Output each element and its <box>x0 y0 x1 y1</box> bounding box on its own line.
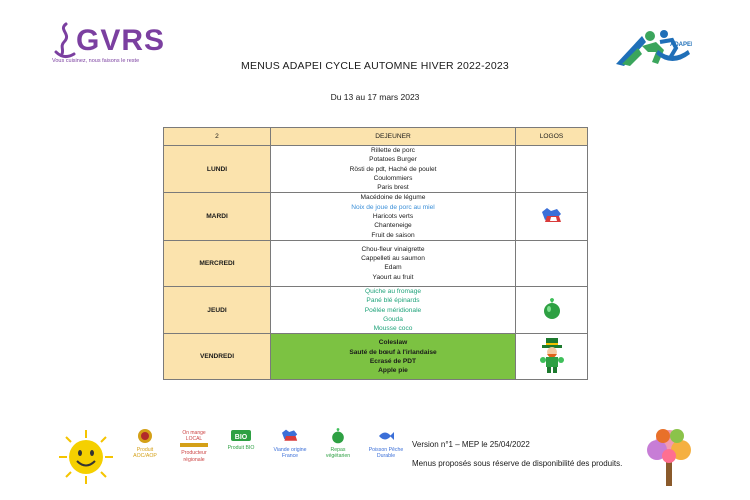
date-range: Du 13 au 17 mars 2023 <box>330 92 420 102</box>
dish: Poêlée méridionale <box>364 306 422 314</box>
table-header-row <box>164 128 588 146</box>
viande-origine-france-icon <box>539 206 565 226</box>
table-row <box>164 193 588 240</box>
dish: Fruit de saison <box>371 231 415 239</box>
bio-leaf-icon <box>230 428 252 442</box>
table-row <box>164 240 588 286</box>
legend-aoc <box>128 428 162 460</box>
partner-logo-text: ADAPEI <box>670 42 692 48</box>
logo-cell <box>516 193 588 240</box>
brand-name: GVRS <box>76 24 166 57</box>
version-text: Version n°1 – MEP le 25/04/2022 <box>412 440 530 449</box>
bio-badge-text: BIO <box>234 434 248 441</box>
local-badge: On mange LOCAL <box>182 430 206 442</box>
dish: Sauté de bœuf à l'irlandaise <box>349 348 437 356</box>
dish: Ecrasé de PDT <box>369 357 417 365</box>
logo-cell <box>516 334 588 380</box>
sun-icon <box>55 428 117 486</box>
aoc-seal-icon <box>137 428 153 444</box>
logo-cell <box>516 146 588 193</box>
legend-label: Producteur régionale <box>181 450 207 463</box>
dish: Coulommiers <box>373 174 413 182</box>
repas-vegetarien-icon <box>542 298 562 320</box>
dish: Quiche au fromage <box>364 287 422 295</box>
dishes-vendredi <box>271 334 516 380</box>
leprechaun-icon <box>537 336 567 376</box>
day-lundi: LUNDI <box>164 146 271 193</box>
dish: Chanteneige <box>374 222 412 230</box>
legend-vegetarien <box>320 428 356 460</box>
viande-origine-france-icon <box>279 428 301 444</box>
legend-label: Produit AOC/AOP <box>133 446 157 459</box>
repas-vegetarien-icon <box>330 428 346 444</box>
header-week: 2 <box>164 128 271 146</box>
logo-cell <box>516 286 588 333</box>
dishes-jeudi <box>271 286 516 333</box>
autumn-tree-icon <box>643 426 695 488</box>
legend-label: Poisson Pêche Durable <box>368 446 404 459</box>
logo-cell <box>516 240 588 286</box>
legend-viande <box>272 428 308 460</box>
dish: Gouda <box>383 315 403 323</box>
legend-poisson <box>366 428 406 460</box>
legend-label: Produit BIO <box>227 444 255 451</box>
day-jeudi: JEUDI <box>164 286 271 333</box>
availability-notice: Menus proposés sous réserve de disponibilité des produits. <box>412 459 623 468</box>
local-badge-bar <box>180 443 208 447</box>
page-title: MENUS ADAPEI CYCLE AUTOMNE HIVER 2022-2023 <box>241 60 509 72</box>
legend-label: Repas végétarien <box>325 446 351 459</box>
dish: Yaourt au fruit <box>372 273 414 281</box>
dish: Edam <box>384 264 402 272</box>
day-mardi: MARDI <box>164 193 271 240</box>
day-vendredi: VENDREDI <box>164 334 271 380</box>
dish: Apple pie <box>378 367 408 375</box>
legend-label: Viande origine France <box>273 446 307 459</box>
dishes-mercredi <box>271 240 516 286</box>
dish: Potatoes Burger <box>369 156 417 164</box>
table-row <box>164 146 588 193</box>
dish: Mousse coco <box>373 325 413 333</box>
dish: Coleslaw <box>378 339 408 347</box>
header-dejeuner: DEJEUNER <box>271 128 516 146</box>
fish-icon <box>377 428 395 444</box>
dish: Rillette de porc <box>371 147 415 154</box>
header-logos: LOGOS <box>516 128 588 146</box>
day-mercredi: MERCREDI <box>164 240 271 286</box>
dish: Rösti de pdt, Haché de poulet <box>349 165 437 173</box>
brand-tagline: Vous cuisinez, nous faisons le reste <box>52 58 140 64</box>
legend-bio <box>224 428 258 451</box>
steam-swirl-icon <box>54 22 76 60</box>
dish: Chou-fleur vinaigrette <box>361 245 425 253</box>
menu-table <box>163 127 588 380</box>
table-row <box>164 334 588 380</box>
dish: Macédoine de légume <box>360 194 426 202</box>
dish: Cappelleti au saumon <box>361 255 425 263</box>
dishes-mardi <box>271 193 516 240</box>
dish: Noix de joue de porc au miel <box>351 203 435 211</box>
dishes-lundi <box>271 146 516 193</box>
dish: Pané blé épinards <box>366 297 420 305</box>
table-row <box>164 286 588 333</box>
dish: Haricots verts <box>372 213 414 221</box>
dish: Paris brest <box>377 184 409 192</box>
legend-local <box>174 428 214 463</box>
